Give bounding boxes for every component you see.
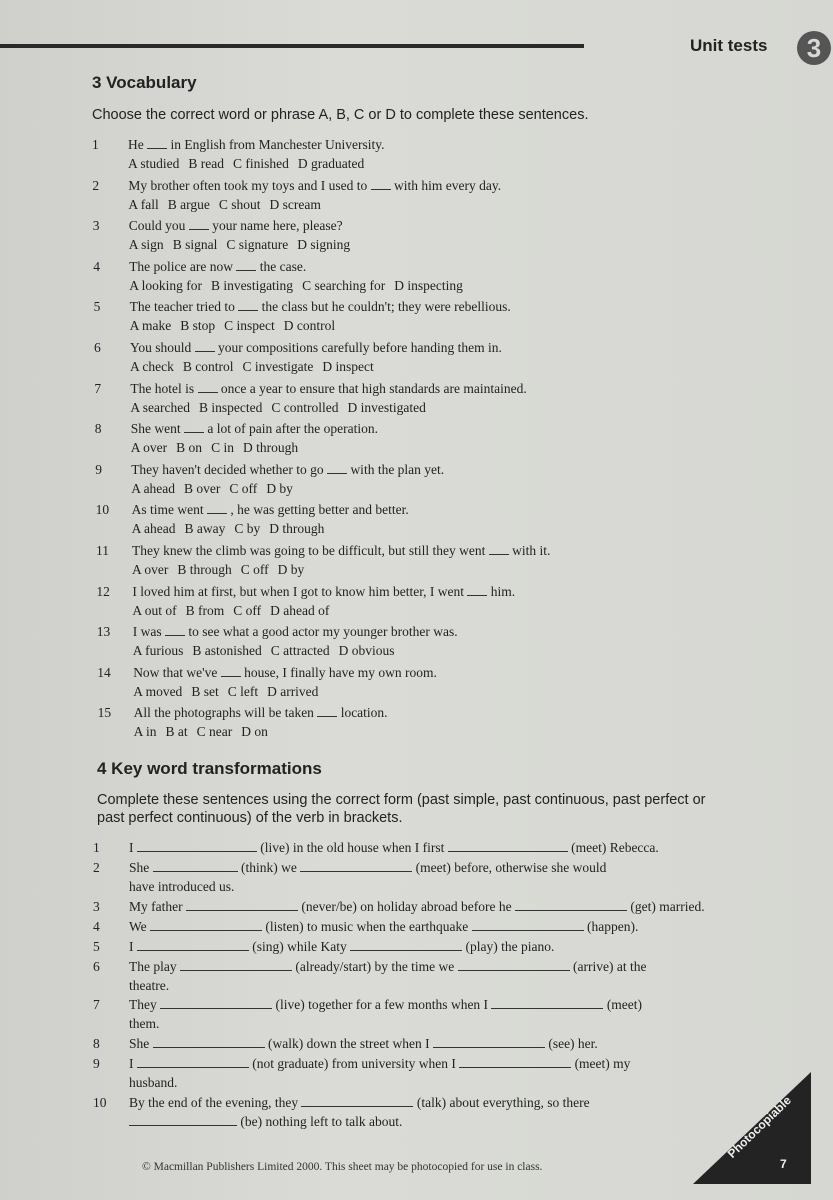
- answer-options: [129, 237, 359, 253]
- question-text: [129, 257, 306, 276]
- question-number: 12: [96, 583, 110, 599]
- item-text-part: I: [129, 939, 134, 954]
- vocab-title: 3 Vocabulary: [92, 73, 197, 92]
- question-number: 11: [96, 543, 109, 558]
- question-text-before: My brother often took my toys and I used to: [128, 177, 368, 193]
- answer-option[interactable]: B through: [177, 562, 232, 577]
- answer-option[interactable]: A make: [129, 318, 172, 334]
- answer-option[interactable]: D inspect: [322, 359, 374, 374]
- item-text-part: (meet) Rebecca.: [571, 840, 659, 855]
- question-text-before: Could you: [128, 218, 186, 234]
- question-text-after: , he was getting better and better.: [230, 502, 409, 518]
- answer-option[interactable]: A out of: [132, 602, 177, 618]
- question-text-before: You should: [130, 340, 192, 355]
- item-text: [129, 937, 554, 956]
- question-text: [130, 379, 526, 398]
- kwt-title: 4 Key word transformations: [97, 759, 322, 778]
- item-number: 5: [93, 939, 100, 954]
- answer-option[interactable]: B on: [176, 440, 203, 456]
- answer-option[interactable]: B control: [182, 359, 234, 374]
- item-text: [129, 1034, 598, 1053]
- header-rule: [0, 44, 584, 48]
- item-continuation: theatre.: [129, 978, 170, 993]
- question-text-after: with the plan yet.: [350, 461, 445, 477]
- question-text: [133, 622, 458, 641]
- answer-options: [128, 156, 373, 172]
- question-text: [131, 460, 444, 479]
- kwt-instruction-line1: Complete these sentences using the correct form (past simple, past continuous, past perfect or: [97, 792, 706, 808]
- answer-options: [132, 521, 334, 537]
- item-number: 8: [93, 1036, 100, 1051]
- answer-options: [133, 684, 327, 700]
- answer-option[interactable]: B read: [188, 156, 224, 171]
- question-text: [131, 419, 378, 438]
- question-text: [132, 582, 515, 601]
- question-text-before: Now that we've: [133, 664, 218, 680]
- question-text-after: with him every day.: [393, 177, 502, 193]
- item-number: 3: [93, 899, 100, 914]
- answer-blank[interactable]: [160, 996, 272, 1009]
- item-text-part: (sing) while Katy: [252, 939, 347, 954]
- question-text-before: As time went: [131, 502, 204, 518]
- item-text: [129, 917, 638, 936]
- answer-option[interactable]: D control: [283, 318, 336, 334]
- item-text-part: (think) we: [241, 860, 297, 875]
- question-text-before: She went: [130, 421, 181, 437]
- unit-label: Unit tests: [690, 36, 768, 55]
- item-text: [129, 1093, 590, 1112]
- question-text: [129, 216, 343, 235]
- answer-option[interactable]: A studied: [128, 156, 180, 171]
- question-text-after: with it.: [512, 543, 551, 558]
- question-number: 2: [92, 177, 100, 193]
- answer-option[interactable]: C off: [240, 562, 269, 577]
- item-text-part: I: [129, 840, 134, 855]
- answer-option[interactable]: C investigate: [242, 359, 314, 374]
- answer-option[interactable]: D graduated: [297, 156, 365, 171]
- question-number: 6: [94, 340, 101, 355]
- answer-options: [130, 400, 434, 416]
- item-text: [129, 995, 642, 1014]
- question-text-before: All the photographs will be taken: [133, 705, 314, 721]
- question-text-before: He: [128, 137, 144, 152]
- answer-blank[interactable]: [186, 898, 298, 911]
- item-text-part: (meet) before, otherwise she would: [415, 860, 607, 875]
- question-number: 8: [94, 421, 102, 437]
- answer-blank[interactable]: [137, 938, 249, 951]
- question-text-after: him.: [490, 583, 516, 599]
- answer-option[interactable]: B away: [184, 521, 226, 537]
- item-text-part: (already/start) by the time we: [295, 959, 455, 974]
- answer-options: [133, 643, 404, 659]
- question-number: 5: [93, 299, 101, 315]
- item-text-part: (meet) my: [574, 1056, 631, 1071]
- answer-option[interactable]: D by: [277, 562, 305, 577]
- answer-blank: [189, 217, 209, 230]
- answer-option[interactable]: D by: [266, 480, 293, 496]
- item-continuation: have introduced us.: [129, 879, 235, 894]
- question-number: 10: [95, 502, 110, 518]
- answer-blank: [165, 623, 185, 636]
- answer-option[interactable]: A check: [130, 359, 174, 374]
- item-number: 6: [93, 959, 100, 974]
- answer-option[interactable]: D on: [241, 724, 268, 740]
- answer-option[interactable]: A looking for: [129, 277, 202, 293]
- item-text-part: (live) in the old house when I first: [260, 840, 445, 855]
- question-number: 1: [92, 137, 99, 152]
- answer-option[interactable]: A in: [133, 724, 157, 740]
- answer-options: [129, 278, 472, 294]
- page-number: 7: [780, 1157, 787, 1171]
- answer-option[interactable]: B astonished: [192, 643, 262, 659]
- item-number: 1: [93, 840, 100, 855]
- answer-blank[interactable]: [448, 839, 568, 852]
- answer-blank: [327, 461, 347, 474]
- item-text-part: She: [129, 860, 150, 875]
- answer-option[interactable]: B inspected: [199, 399, 263, 415]
- answer-blank[interactable]: [150, 918, 262, 931]
- item-number: 4: [93, 919, 100, 934]
- question-number: 15: [97, 705, 112, 721]
- answer-option[interactable]: A furious: [132, 643, 184, 659]
- answer-blank[interactable]: [433, 1035, 545, 1048]
- answer-option[interactable]: C by: [234, 521, 261, 537]
- question-text-before: They knew the climb was going to be difficult, but still they went: [132, 543, 486, 558]
- question-number: 4: [93, 258, 100, 274]
- answer-option[interactable]: C in: [211, 440, 234, 456]
- answer-blank[interactable]: [153, 859, 238, 872]
- answer-option[interactable]: D ahead of: [270, 602, 330, 618]
- answer-blank[interactable]: [137, 1055, 249, 1068]
- question-text: [134, 703, 388, 722]
- answer-option[interactable]: C signature: [226, 237, 289, 253]
- question-text-before: The teacher tried to: [129, 299, 235, 315]
- item-text-part: (meet): [606, 997, 643, 1012]
- item-text-part: (arrive) at the: [573, 959, 647, 974]
- item-text-part: (not graduate) from university when I: [252, 1056, 456, 1071]
- answer-options: [131, 481, 302, 497]
- answer-blank[interactable]: [180, 958, 292, 971]
- item-text-part: By the end of the evening, they: [129, 1095, 299, 1110]
- answer-option[interactable]: C shout: [218, 196, 261, 212]
- item-text-part: (happen).: [586, 919, 639, 934]
- question-text-after: the case.: [259, 258, 307, 274]
- answer-blank[interactable]: [515, 898, 627, 911]
- answer-option[interactable]: A ahead: [131, 480, 176, 496]
- item-text-part: (be) nothing left to talk about.: [240, 1114, 403, 1129]
- answer-option[interactable]: A over: [132, 562, 169, 577]
- answer-blank[interactable]: [300, 859, 412, 872]
- answer-option[interactable]: D obvious: [338, 643, 395, 659]
- item-text-part: (see) her.: [548, 1036, 598, 1051]
- answer-blank: [198, 380, 218, 393]
- answer-blank[interactable]: [491, 996, 603, 1009]
- answer-blank: [184, 420, 204, 433]
- item-text-part: (listen) to music when the earthquake: [265, 919, 469, 934]
- item-text: [129, 897, 705, 916]
- question-text-after: the class but he couldn't; they were rebellious.: [261, 299, 511, 315]
- answer-blank: [371, 177, 391, 190]
- item-number: 10: [93, 1095, 107, 1110]
- answer-blank: [467, 583, 487, 596]
- answer-blank[interactable]: [153, 1035, 265, 1048]
- copyright-footer: © Macmillan Publishers Limited 2000. This sheet may be photocopied for use in class.: [142, 1161, 543, 1173]
- question-text: [128, 176, 501, 195]
- answer-blank[interactable]: [301, 1094, 413, 1107]
- answer-blank: [489, 542, 509, 555]
- question-text-before: The police are now: [129, 258, 234, 274]
- answer-blank: [207, 501, 227, 514]
- answer-option[interactable]: D investigated: [347, 399, 426, 415]
- item-text-part: I: [129, 1056, 134, 1071]
- answer-blank[interactable]: [350, 938, 462, 951]
- answer-option[interactable]: A over: [130, 440, 168, 456]
- answer-option[interactable]: B at: [165, 724, 188, 740]
- item-text: [129, 838, 659, 857]
- kwt-instruction-line2: past perfect continuous) of the verb in brackets.: [97, 810, 403, 826]
- question-number: 9: [95, 461, 102, 477]
- answer-option[interactable]: A fall: [128, 196, 159, 212]
- question-text-after: location.: [340, 705, 388, 721]
- answer-option[interactable]: B over: [184, 480, 221, 496]
- question-text-after: a lot of pain after the operation.: [207, 421, 378, 437]
- answer-option[interactable]: A ahead: [131, 521, 176, 537]
- answer-option[interactable]: C controlled: [271, 399, 339, 415]
- answer-blank[interactable]: [129, 1113, 237, 1126]
- item-text-part: (live) together for a few months when I: [275, 997, 489, 1012]
- item-text-part: (get) married.: [630, 899, 705, 914]
- answer-option[interactable]: B stop: [180, 318, 216, 334]
- question-text-after: to see what a good actor my younger brother was.: [188, 624, 458, 640]
- unit-number-badge: 3: [797, 31, 831, 65]
- answer-blank[interactable]: [459, 1055, 571, 1068]
- item-text-part: We: [129, 919, 147, 934]
- question-text: [133, 663, 437, 682]
- question-text: [132, 541, 550, 560]
- answer-option[interactable]: B argue: [167, 196, 210, 212]
- question-text-after: house, I finally have my own room.: [244, 664, 437, 680]
- item-text-part: (never/be) on holiday abroad before he: [301, 899, 512, 914]
- answer-option[interactable]: A sign: [128, 237, 164, 253]
- question-number: 13: [96, 624, 111, 640]
- question-text-before: The hotel is: [130, 380, 195, 396]
- answer-option[interactable]: D signing: [297, 237, 351, 253]
- question-text-before: I was: [132, 624, 162, 640]
- question-number: 3: [92, 218, 100, 234]
- question-text-before: I loved him at first, but when I got to know him better, I went: [132, 583, 465, 599]
- answer-option[interactable]: C off: [233, 602, 262, 618]
- item-number: 9: [93, 1056, 100, 1071]
- question-text: [128, 135, 384, 154]
- answer-option[interactable]: C left: [227, 683, 259, 699]
- answer-option[interactable]: C finished: [233, 156, 289, 171]
- item-text-part: (play) the piano.: [465, 939, 555, 954]
- answer-option[interactable]: B signal: [172, 237, 218, 253]
- item-text-part: (walk) down the street when I: [268, 1036, 430, 1051]
- answer-blank: [236, 258, 256, 271]
- answer-option[interactable]: B investigating: [210, 277, 294, 293]
- question-text-after: once a year to ensure that high standards are maintained.: [220, 380, 527, 396]
- item-text-part: They: [129, 997, 157, 1012]
- answer-option[interactable]: C searching for: [302, 277, 386, 293]
- item-text-part: My father: [129, 899, 183, 914]
- answer-option[interactable]: C near: [196, 724, 233, 740]
- vocab-instruction: Choose the correct word or phrase A, B, C or D to complete these sentences.: [92, 107, 589, 123]
- answer-blank[interactable]: [472, 918, 584, 931]
- answer-option[interactable]: A searched: [130, 399, 190, 415]
- item-text-part: She: [129, 1036, 150, 1051]
- answer-options: [132, 562, 313, 578]
- item-text: [129, 1054, 630, 1073]
- answer-option[interactable]: B set: [191, 683, 219, 699]
- answer-blank[interactable]: [458, 958, 570, 971]
- item-number: 2: [93, 860, 100, 875]
- question-text: [130, 338, 502, 357]
- answer-blank[interactable]: [137, 839, 257, 852]
- answer-option[interactable]: D through: [269, 521, 325, 537]
- item-text: [129, 858, 606, 877]
- answer-options: [130, 359, 383, 375]
- question-text-after: your compositions carefully before handing them in.: [218, 340, 502, 355]
- answer-options: [128, 197, 330, 213]
- answer-blank: [221, 664, 241, 677]
- item-continuation: them.: [129, 1016, 160, 1031]
- answer-blank: [317, 704, 337, 717]
- answer-option[interactable]: C inspect: [224, 318, 275, 334]
- answer-option[interactable]: D through: [242, 440, 299, 456]
- question-text: [132, 500, 409, 519]
- answer-option[interactable]: C off: [229, 480, 258, 496]
- answer-options: [131, 440, 307, 456]
- item-continuation: husband.: [129, 1075, 178, 1090]
- item-text-part: (talk) about everything, so there: [416, 1095, 590, 1110]
- question-number: 7: [94, 380, 102, 396]
- item-number: 7: [93, 997, 100, 1012]
- answer-option[interactable]: B from: [185, 602, 225, 618]
- photocopiable-label: Photocopiable: [724, 1093, 794, 1161]
- answer-blank: [238, 298, 258, 311]
- item-text: [129, 957, 647, 976]
- item-text-part: The play: [129, 959, 177, 974]
- question-text-after: in English from Manchester University.: [170, 137, 385, 152]
- answer-option[interactable]: D scream: [269, 196, 321, 212]
- answer-options: [132, 603, 338, 619]
- item-continuation: [129, 1112, 402, 1131]
- question-number: 14: [97, 664, 111, 680]
- answer-option[interactable]: D arrived: [267, 683, 319, 699]
- answer-option[interactable]: C attracted: [270, 643, 330, 659]
- answer-option[interactable]: D inspecting: [394, 277, 463, 293]
- answer-options: [134, 724, 277, 740]
- answer-options: [130, 318, 345, 334]
- answer-option[interactable]: A moved: [133, 683, 183, 699]
- question-text: [130, 297, 511, 316]
- answer-blank: [195, 339, 215, 352]
- question-text-after: your name here, please?: [212, 218, 343, 234]
- question-text-before: They haven't decided whether to go: [131, 461, 324, 477]
- answer-blank: [147, 136, 167, 149]
